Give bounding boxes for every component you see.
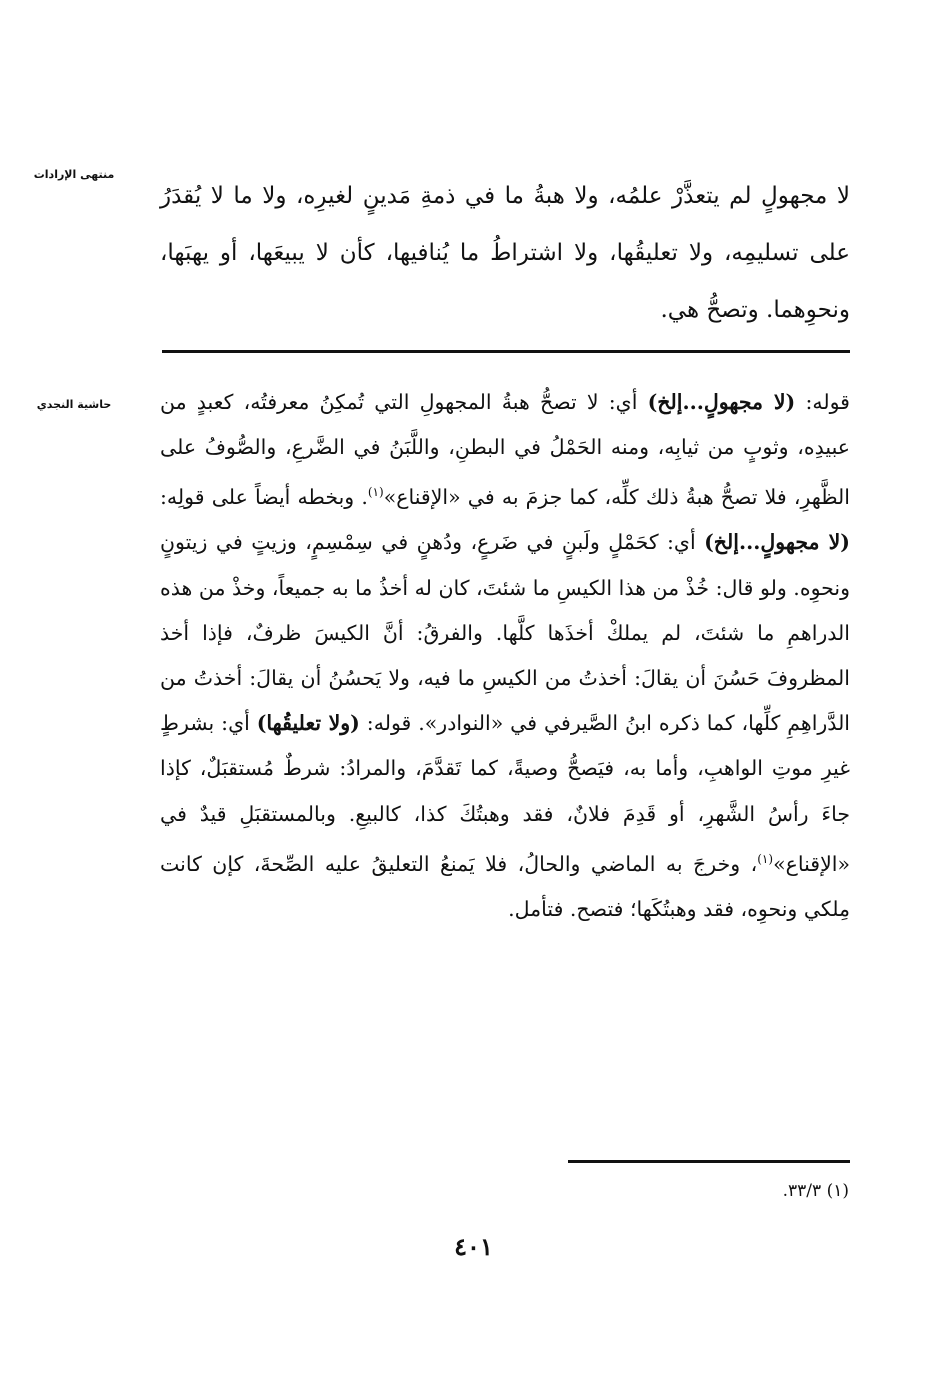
- hashiya-book-label: حاشية النجدي: [36, 398, 112, 411]
- hashiya-text: [160, 380, 850, 932]
- hashiya-segment: أي: كحَمْلٍ ولَبنٍ في ضَرعٍ، ودُهنٍ في سِمْسِمٍ، وزيتٍ في زيتونٍ ونحوِه. ولو قال: خُذْ من هذا الكيسِ ما شئتَ، كان له أخذُ ما به جميعاً، وخذْ من هذه الدراهمِ ما شئتَ، لم يملكْ أخذَها كلَّها. والفرقُ: أنَّ الكيسَ ظرفٌ، فإذا أخذ المظروفَ حَسُنَ أن يقالَ: أخذتُ من الكيسِ ما فيه، ولا يَحسُنُ أن يقالَ: أخذتُ من الدَّراهِمِ كلِّها، كما ذكره ابنُ الصَّيرفي في «النوادر». قوله:: [160, 530, 851, 736]
- quoted-phrase: (لا مجهولٍ...إلخ): [647, 390, 796, 414]
- hashiya-segment: ، وخرجَ به الماضي والحالُ، فلا يَمنعُ التعليقُ عليه الصِّحةَ، كإن كانت مِلكي ونحوِه، فقد وهبتُكَها؛ فتصح. فتأمل.: [160, 851, 850, 921]
- footnote-marker: (١): [757, 851, 774, 866]
- footnote-marker: (١): [367, 485, 384, 500]
- footnote: (١) ٣٣/٣.: [782, 1181, 849, 1201]
- section-divider: [162, 350, 850, 353]
- page-number: ٤٠١: [454, 1232, 493, 1261]
- quoted-phrase: (ولا تعليقُها): [256, 711, 360, 736]
- matn-text: لا مجهولٍ لم يتعذَّرْ علمُه، ولا هبةُ ما في ذمةِ مَدينٍ لغيرِه، ولا ما لا يُقدَرُ على تسليمِه، ولا تعليقُها، ولا اشتراطُ ما يُنافيها، كأن لا يبيعَها، أو يهبَها، ونحوِهما. وتصحُّ هي.: [160, 183, 850, 323]
- footnote-divider: [568, 1160, 850, 1163]
- hashiya-segment: أي: لا تصحُّ هبةُ المجهولِ التي تُمكِنُ معرفتُه، كعبدٍ من عبيدِه، وثوبٍ من ثيابِه، ومنه الحَمْلُ في البطنِ، واللَّبَنُ في الضَّرعِ، والصُّوفُ على الظَّهرِ، فلا تصحُّ هبةُ ذلك كلِّه، كما جزمَ به في «الإقناع»: [160, 390, 850, 510]
- quoted-phrase: (لا مجهولٍ...إلخ): [704, 530, 850, 555]
- hashiya-segment: . وبخطه أيضاً على قولِه:: [160, 485, 368, 510]
- hashiya-segment: أي: بشرطٍ غيرِ موتِ الواهبِ، وأما به، فيَصحُّ وصيةً، كما تَقدَّمَ، والمرادُ: شرطٌ مُستقبَلٌ، كإذا جاءَ رأسُ الشَّهرِ، أو قَدِمَ فلانٌ، فقد وهبتُكَ كذا، كالبيعِ. وبالمستقبَلِ قيدٌ في «الإقناع»: [160, 711, 850, 876]
- matn-book-label: منتهى الإرادات: [33, 168, 115, 181]
- hashiya-segment: قوله:: [795, 390, 850, 414]
